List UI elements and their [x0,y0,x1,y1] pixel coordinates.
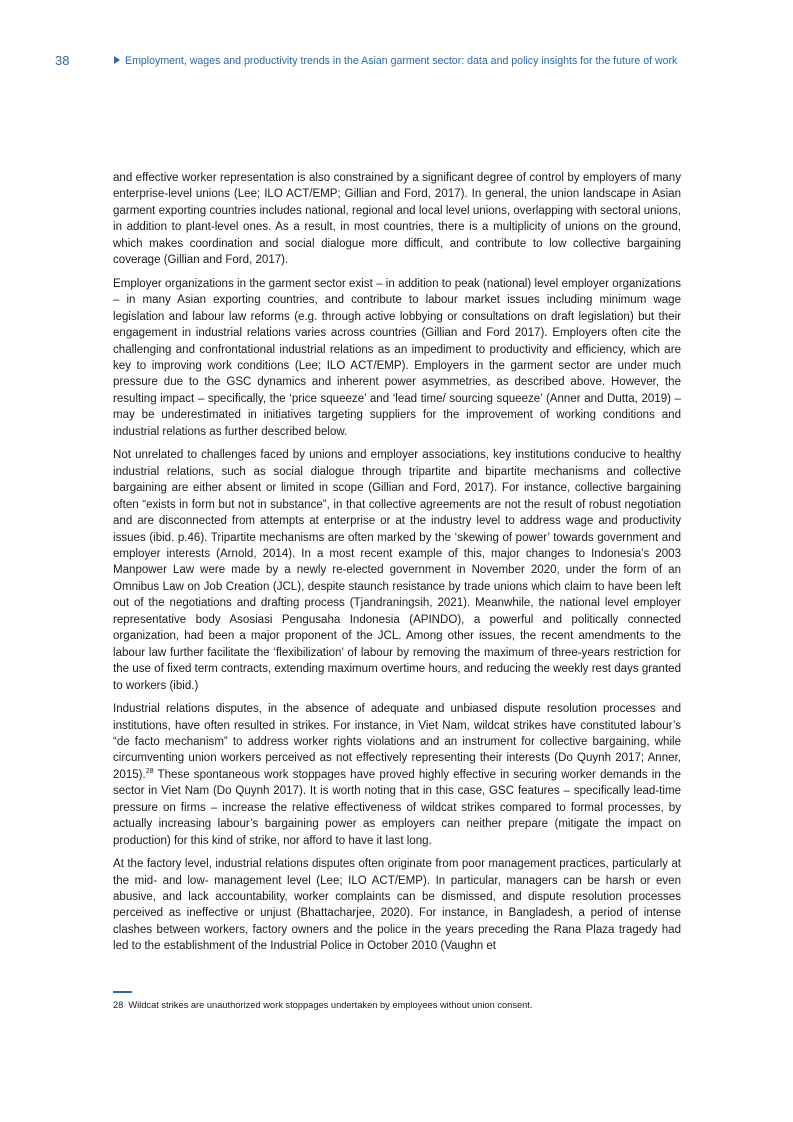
running-title-text: Employment, wages and productivity trends in the Asian garment sector: data and policy insights for the future of work [125,55,678,67]
paragraph-4-before: Industrial relations disputes, in the absence of adequate and unbiased dispute resolution processes and institutions, have often resulted in strikes. For instance, in Viet Nam, wildcat strikes have constituted labour’s “de facto mechanism” to address worker rights violations and an instrument for collective bargaining, while circumventing union workers perceived as not effectively representing their interests (Do Quynh 2017; Anner, 2015). [113,703,681,781]
footnote-reference[interactable]: 28 [145,767,154,775]
paragraph-2: Employer organizations in the garment sector exist – in addition to peak (national) level employer organizations – in many Asian exporting countries, and contribute to labour market issues including minimum wage legislation and labour law reforms (e.g. through active lobbying or consultations on draft legislation) but their engagement in industrial relations varies across countries (Gillian and Ford 2017). Employers often cite the challenging and confrontational industrial relations as an impediment to productivity and efficiency, which are key to improving work conditions (Lee; ILO ACT/EMP). Employers in the garment sector are under much pressure due to the GSC dynamics and inherent power asymmetries, as described above. However, the resulting impact – specifically, the ‘price squeeze’ and ‘lead time/ sourcing squeeze’ (Anner and Dutta, 2019) – may be underestimated in initiatives targeting suppliers for the improvement of working conditions and industrial relations as further described below. [113,277,681,438]
running-title [114,55,677,67]
footnote-number: 28 [113,1000,124,1010]
body-text [113,170,681,962]
paragraph-1: and effective worker representation is also constrained by a significant degree of control by employers of many enterprise-level unions (Lee; ILO ACT/EMP; Gillian and Ford, 2017). In general, the union landscape in Asian garment exporting countries includes national, regional and local level unions, overlapping with sectoral unions, in addition to plant-level ones. As a result, in most countries, there is a multiplicity of unions on the ground, which makes coordination and social dialogue more difficult, and contribute to low collective bargaining coverage (Gillian and Ford, 2017). [113,172,681,267]
paragraph-4 [113,701,681,849]
paragraph-4-after: These spontaneous work stoppages have proved highly effective in securing worker demands in the sector in Viet Nam (Do Quynh 2017). It is worth noting that in this case, GSC features – specifically lead-time pressure on firms – increase the relative effectiveness of wildcat strikes compared to formal processes, by actually increasing labour’s bargaining power as employers can neither prepare (mitigate the impact on production) for this kind of strike, nor afford to have it last long. [113,768,681,847]
triangle-marker-icon [114,56,120,64]
page-number: 38 [55,53,70,68]
footnote-text: Wildcat strikes are unauthorized work stoppages undertaken by employees without union consent. [128,1000,533,1010]
paragraph-5: At the factory level, industrial relations disputes often originate from poor management practices, particularly at the mid- and low- management level (Lee; ILO ACT/EMP). In particular, managers can be harsh or even abusive, and lack accountability, worker complaints can be dismissed, and dispute resolution processes perceived as ineffective or unjust (Bhattacharjee, 2020). For instance, in Bangladesh, a period of intense clashes between workers, factory owners and the police in the years preceding the Rana Plaza tragedy had led to the establishment of the Industrial Police in October 2010 (Vaughn et [113,858,681,953]
paragraph-3: Not unrelated to challenges faced by unions and employer associations, key institutions conducive to healthy industrial relations, such as social dialogue through tripartite and bipartite mechanisms and collective bargaining are either absent or limited in scope (Gillian and Ford, 2017). For instance, collective bargaining often “exists in form but not in substance”, in that collective agreements are not the result of robust negotiation and are disconnected from attempts at enterprise or at the industry level to address wage and productivity issues (ibid. p.46). Tripartite mechanisms are often marked by the ‘skewing of power’ towards government and employer interests (Arnold, 2014). In a most recent example of this, major changes to Indonesia’s 2003 Manpower Law were made by a newly re-elected government in November 2020, under the form of an Omnibus Law on Job Creation (JCL), despite staunch resistance by trade unions which claim to have been left out of the negotiations and drafting process (Tjandraningsih, 2021). Meanwhile, the national level employer representative body Asosiasi Pengusaha Indonesia (APINDO), a powerful and politically connected organization, had been a major proponent of the JCL. Among other issues, the recent amendments to the labour law further facilitate the ‘flexibilization’ of labour by removing the maximum of three-years restriction for the use of fixed term contracts, extending maximum overtime hours, and reducing the weekly rest days granted to workers (ibid.) [113,449,681,692]
page-header [0,53,793,71]
footnote-divider [113,991,132,993]
footnote [113,999,713,1012]
